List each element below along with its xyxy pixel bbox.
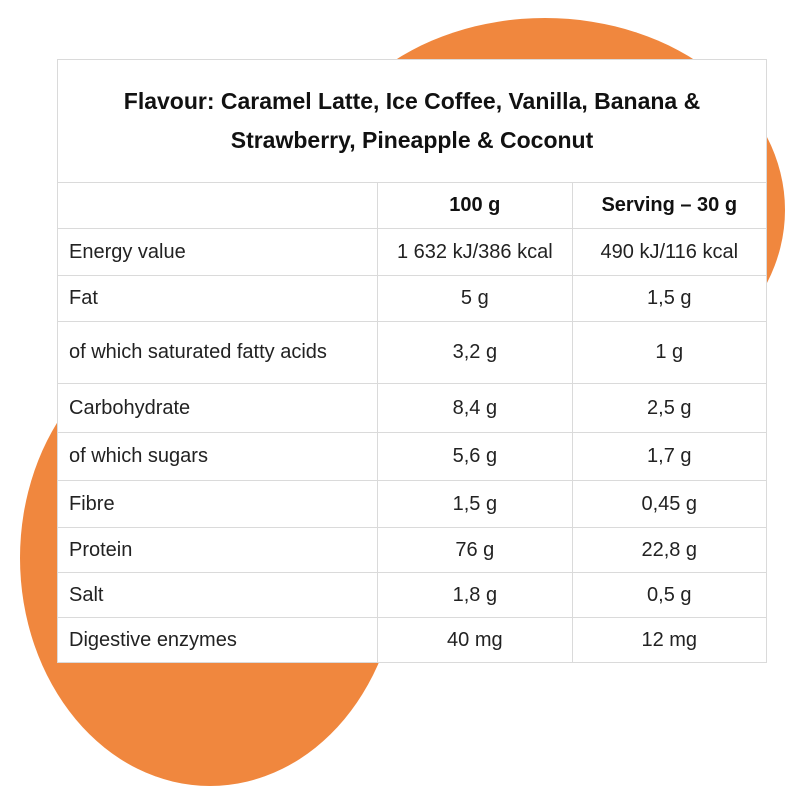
- table-row: [58, 572, 766, 617]
- value-100g: 8,4 g: [377, 384, 572, 432]
- nutrition-table: [58, 228, 766, 662]
- nutrient-label: Digestive enzymes: [69, 628, 237, 651]
- value-serving: 490 kJ/116 kcal: [600, 240, 739, 263]
- value-serving: 22,8 g: [641, 538, 698, 561]
- value-100g: 40 mg: [377, 618, 572, 662]
- nutrient-label: Carbohydrate: [69, 396, 191, 419]
- table-row: [58, 383, 766, 432]
- value-serving: 1 g: [655, 341, 684, 363]
- value-serving: 2,5 g: [647, 396, 692, 419]
- value-serving: 12 mg: [641, 628, 698, 651]
- column-header-100g: 100 g: [377, 183, 572, 228]
- table-row: [58, 275, 766, 321]
- table-row: [58, 321, 766, 383]
- value-100g: 1,5 g: [377, 481, 572, 527]
- value-serving: 0,45 g: [641, 492, 698, 515]
- nutrient-label: Salt: [69, 583, 104, 606]
- nutrient-label: of which saturated fatty acids: [69, 341, 327, 363]
- table-row: [58, 617, 766, 662]
- nutrient-label: Fat: [69, 287, 98, 309]
- nutrient-label: Protein: [69, 538, 133, 561]
- flavour-header: [58, 60, 766, 183]
- value-100g: 3,2 g: [377, 322, 572, 383]
- table-row: [58, 480, 766, 527]
- value-100g: 76 g: [377, 528, 572, 572]
- column-header-empty: [58, 183, 377, 228]
- table-row: [58, 527, 766, 572]
- flavour-title: Flavour: Caramel Latte, Ice Coffee, Vanilla, Banana & Strawberry, Pineapple & Coconut: [123, 87, 701, 154]
- column-header-serving: Serving – 30 g: [601, 194, 738, 217]
- value-100g: 1 632 kJ/386 kcal: [377, 229, 572, 275]
- value-serving: 0,5 g: [647, 583, 692, 606]
- nutrient-label: Energy value: [69, 240, 186, 263]
- table-row: [58, 228, 766, 275]
- nutrient-label: of which sugars: [69, 445, 208, 467]
- value-100g: 1,8 g: [377, 573, 572, 617]
- nutrient-label: Fibre: [69, 492, 115, 515]
- value-serving: 1,5 g: [647, 287, 692, 309]
- value-100g: 5 g: [377, 276, 572, 321]
- value-100g: 5,6 g: [377, 433, 572, 480]
- table-header-row: [58, 183, 766, 228]
- nutrition-card: [57, 59, 767, 663]
- table-row: [58, 432, 766, 480]
- value-serving: 1,7 g: [647, 445, 692, 467]
